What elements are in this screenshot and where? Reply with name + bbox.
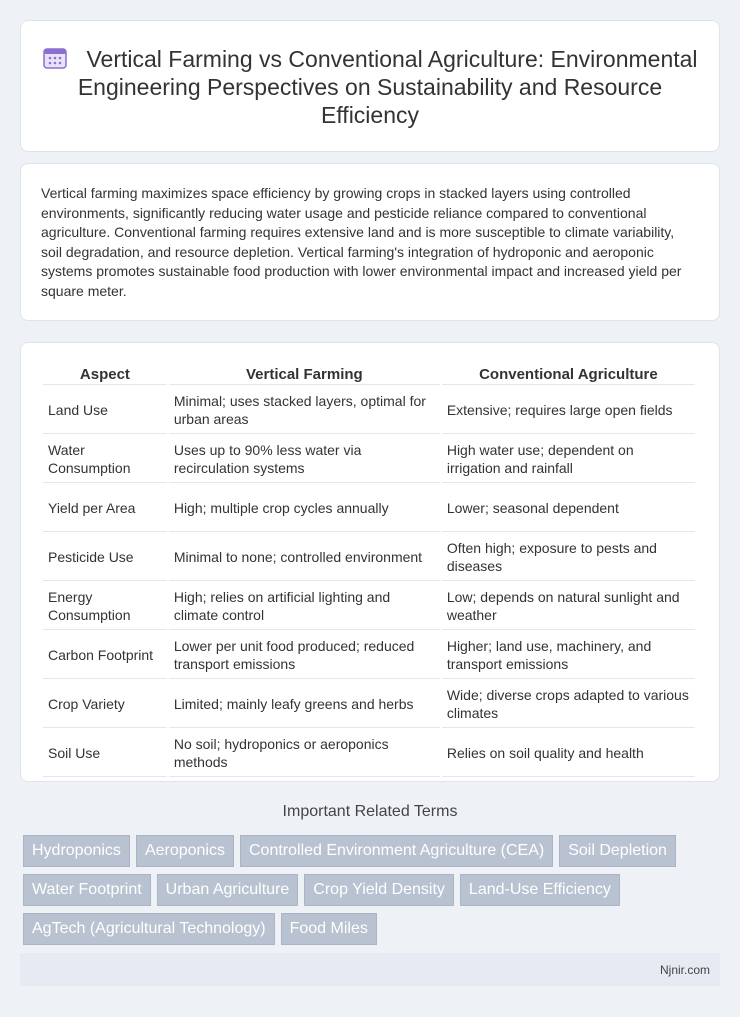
tag-crop-yield-density[interactable]: Crop Yield Density xyxy=(304,874,454,906)
table-row xyxy=(43,485,695,532)
table-cell: High; multiple crop cycles annually xyxy=(169,485,440,532)
table-cell: Yield per Area xyxy=(43,485,167,532)
table-cell: Extensive; requires large open fields xyxy=(442,387,695,434)
tag-water-footprint[interactable]: Water Footprint xyxy=(23,874,151,906)
comparison-table xyxy=(41,363,697,779)
page-title-text: Vertical Farming vs Conventional Agriculture: Environmental Engineering Perspectives on Sustainability and Resource Efficiency xyxy=(77,46,698,128)
table-header-row xyxy=(43,365,695,385)
table-cell: High water use; dependent on irrigation and rainfall xyxy=(442,436,695,483)
table-cell: Minimal to none; controlled environment xyxy=(169,534,440,581)
tag-cea[interactable]: Controlled Environment Agriculture (CEA) xyxy=(240,835,553,867)
intro-paragraph: Vertical farming maximizes space efficiency by growing crops in stacked layers using controlled environments, significantly reducing water usage and pesticide reliance compared to conventional agriculture. Conventional farming requires extensive land and is more susceptible to climate variability, soil degradation, and resource depletion. Vertical farming's integration of hydroponic and aeroponic systems promotes sustainable food production with lower environmental impact and increased yield per square meter. xyxy=(41,185,682,299)
table-cell: Often high; exposure to pests and diseases xyxy=(442,534,695,581)
table-cell: Relies on soil quality and health xyxy=(442,730,695,777)
table-row xyxy=(43,436,695,483)
table-cell: Higher; land use, machinery, and transport emissions xyxy=(442,632,695,679)
tag-hydroponics[interactable]: Hydroponics xyxy=(23,835,130,867)
table-cell: Minimal; uses stacked layers, optimal for urban areas xyxy=(169,387,440,434)
footer xyxy=(20,953,720,986)
related-terms-list xyxy=(23,835,723,945)
table-cell: Lower; seasonal dependent xyxy=(442,485,695,532)
table-row xyxy=(43,387,695,434)
related-terms-heading: Important Related Terms xyxy=(282,803,458,820)
table-cell: Carbon Footprint xyxy=(43,632,167,679)
table-cell: Energy Consumption xyxy=(43,583,167,630)
table-cell: Limited; mainly leafy greens and herbs xyxy=(169,681,440,728)
table-cell: Water Consumption xyxy=(43,436,167,483)
table-row xyxy=(43,583,695,630)
tag-land-use-efficiency[interactable]: Land-Use Efficiency xyxy=(460,874,620,906)
intro-card xyxy=(20,163,720,321)
table-row xyxy=(43,632,695,679)
calendar-icon xyxy=(42,46,68,70)
table-row xyxy=(43,681,695,728)
table-cell: High; relies on artificial lighting and climate control xyxy=(169,583,440,630)
tag-agtech[interactable]: AgTech (Agricultural Technology) xyxy=(23,913,275,945)
table-row xyxy=(43,534,695,581)
header-vertical-farming: Vertical Farming xyxy=(169,365,440,385)
table-cell: Land Use xyxy=(43,387,167,434)
table-cell: Crop Variety xyxy=(43,681,167,728)
table-row xyxy=(43,730,695,777)
tag-food-miles[interactable]: Food Miles xyxy=(281,913,377,945)
table-cell: Pesticide Use xyxy=(43,534,167,581)
header-conventional-agriculture: Conventional Agriculture xyxy=(442,365,695,385)
table-cell: Wide; diverse crops adapted to various climates xyxy=(442,681,695,728)
page-title xyxy=(41,45,699,129)
comparison-card xyxy=(20,342,720,782)
table-cell: Soil Use xyxy=(43,730,167,777)
table-cell: No soil; hydroponics or aeroponics methods xyxy=(169,730,440,777)
table-cell: Lower per unit food produced; reduced transport emissions xyxy=(169,632,440,679)
header-aspect: Aspect xyxy=(43,365,167,385)
tag-urban-agriculture[interactable]: Urban Agriculture xyxy=(157,874,299,906)
tag-soil-depletion[interactable]: Soil Depletion xyxy=(559,835,676,867)
title-card xyxy=(20,20,720,152)
footer-site-link[interactable]: Njnir.com xyxy=(659,963,710,977)
table-cell: Uses up to 90% less water via recirculation systems xyxy=(169,436,440,483)
table-cell: Low; depends on natural sunlight and weather xyxy=(442,583,695,630)
tag-aeroponics[interactable]: Aeroponics xyxy=(136,835,234,867)
